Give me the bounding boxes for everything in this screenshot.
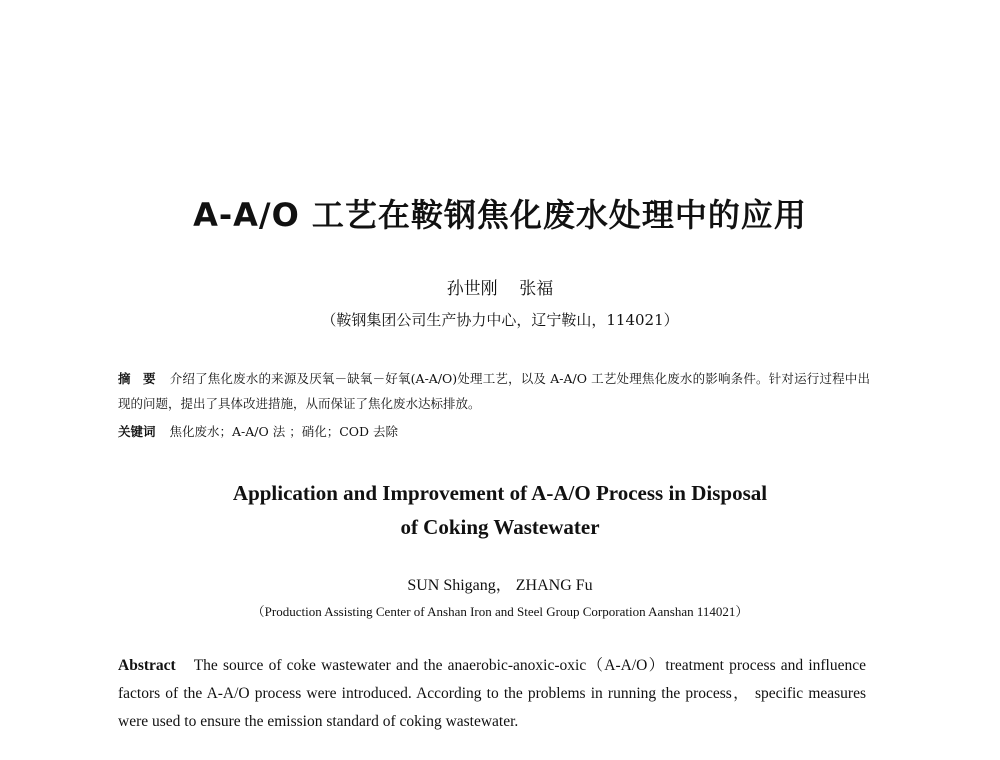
english-affiliation: （Production Assisting Center of Anshan Iron and Steel Group Corporation Aanshan 114021）: [251, 604, 749, 619]
chinese-keywords-label: 关键词: [118, 424, 156, 439]
chinese-keywords: [118, 419, 870, 444]
chinese-abstract: [118, 366, 870, 416]
chinese-authors: 孙世刚 张福: [446, 279, 554, 299]
chinese-affiliation: （鞍钢集团公司生产协力中心，辽宁鞍山，114021）: [321, 311, 679, 329]
english-abstract-label: Abstract: [118, 657, 176, 674]
english-title: [0, 476, 1000, 544]
english-title-line-1: Application and Improvement of A-A/O Process in Disposal: [232, 481, 768, 505]
chinese-abstract-text: 介绍了焦化废水的来源及厌氧－缺氧－好氧(A-A/O)处理工艺，以及 A-A/O 工艺处理焦化废水的影响条件。针对运行过程中出现的问题，提出了具体改进措施，从而保证了焦化废水达标排放。: [118, 371, 870, 411]
chinese-title: A-A/O 工艺在鞍钢焦化废水处理中的应用: [193, 196, 807, 234]
chinese-keywords-text: 焦化废水；A-A/O 法 ；硝化；COD 去除: [169, 424, 399, 439]
english-abstract-text: The source of coke wastewater and the anaerobic-anoxic-oxic（A-A/O）treatment process and influence factors of the A-A/O process were introduced. According to the problems in running the process， specific measures were used to ensure the emission standard of coking wastewater.: [118, 657, 866, 730]
chinese-abstract-label: 摘 要: [118, 371, 156, 386]
english-title-line-2: of Coking Wastewater: [400, 515, 600, 539]
english-abstract: [118, 652, 866, 736]
english-authors: SUN Shigang， ZHANG Fu: [407, 577, 593, 594]
